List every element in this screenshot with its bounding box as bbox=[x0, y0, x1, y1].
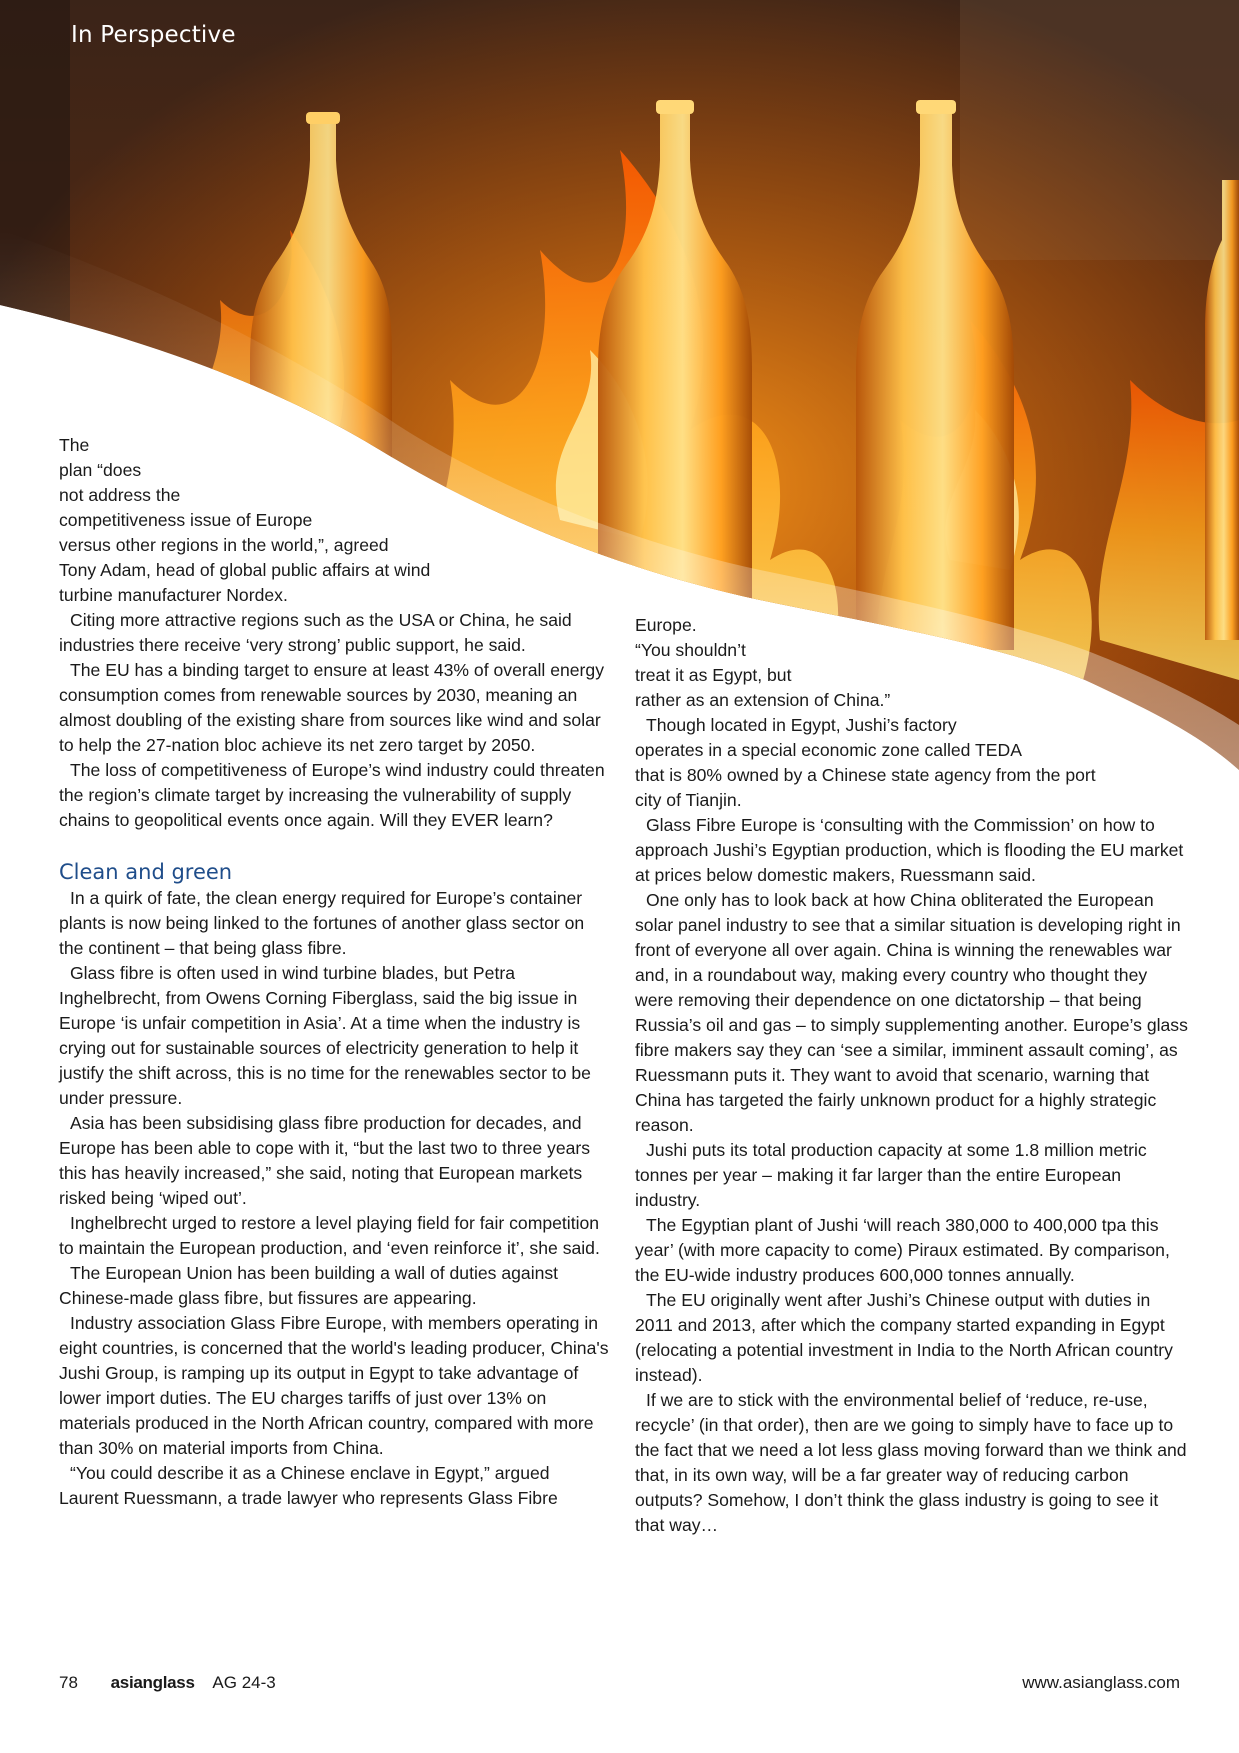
body-paragraph: Citing more attractive regions such as the USA or China, he said industries there receive ‘very strong’ public support, he said. bbox=[59, 610, 572, 655]
body-paragraph: Asia has been subsidising glass fibre production for decades, and Europe has been able to cope with it, “but the last two to three years this has heavily increased,” she said, noting that European markets risked being ‘wiped out’. bbox=[59, 1113, 591, 1208]
left-column bbox=[59, 433, 609, 1511]
body-paragraph: Industry association Glass Fibre Europe, with members operating in eight countries, is concerned that the world's leading producer, China's Jushi Group, is ramping up its output in Egypt to take advantage of lower import duties. The EU charges tariffs of just over 13% on materials produced in the North African country, compared with more than 30% on material imports from China. bbox=[59, 1313, 609, 1458]
subheading: Clean and green bbox=[59, 860, 233, 884]
body-paragraph: Inghelbrecht urged to restore a level playing field for fair competition to maintain the European production, and ‘even reinforce it’, she said. bbox=[59, 1213, 600, 1258]
magazine-brand: asianglass bbox=[110, 1673, 195, 1692]
text-line: The bbox=[59, 435, 90, 455]
text-line: Europe. bbox=[635, 615, 697, 635]
text-line: that is 80% owned by a Chinese state agency from the port bbox=[635, 765, 1096, 785]
body-paragraph: Jushi puts its total production capacity at some 1.8 million metric tonnes per year – making it far larger than the entire European industry. bbox=[635, 1140, 1147, 1210]
text-line: treat it as Egypt, but bbox=[635, 665, 792, 685]
text-line: “You shouldn’t bbox=[635, 640, 746, 660]
body-paragraph: The EU originally went after Jushi’s Chinese output with duties in 2011 and 2013, after which the company started expanding in Egypt (relocating a potential investment in India to the North African country instead). bbox=[635, 1290, 1173, 1385]
text-line: plan “does bbox=[59, 460, 142, 480]
footer-left bbox=[59, 1673, 276, 1693]
page-number: 78 bbox=[59, 1673, 78, 1692]
right-opening-lines bbox=[635, 613, 1190, 813]
text-line: turbine manufacturer Nordex. bbox=[59, 585, 288, 605]
page-footer bbox=[59, 1673, 1180, 1703]
body-paragraph: The Egyptian plant of Jushi ‘will reach 380,000 to 400,000 tpa this year’ (with more capacity to come) Piraux estimated. By comparison, the EU-wide industry produces 600,000 tonnes annually. bbox=[635, 1215, 1170, 1285]
body-paragraph: One only has to look back at how China obliterated the European solar panel industry to see that a similar situation is developing right in front of everyone all over again. China is winning the renewables war and, in a roundabout way, making every country who thought they were removing their dependence on one dictatorship – that being Russia’s oil and gas – to simply supplementing another. Europe’s glass fibre makers say they can ‘see a similar, imminent assault coming’, as Ruessmann puts it. They want to avoid that scenario, warning that China has targeted the fairly unknown product for a highly strategic reason. bbox=[635, 890, 1188, 1135]
text-line: versus other regions in the world,”, agreed bbox=[59, 535, 389, 555]
issue-number: AG 24-3 bbox=[212, 1673, 276, 1692]
text-line: operates in a special economic zone called TEDA bbox=[635, 740, 1022, 760]
body-paragraph: If we are to stick with the environmental belief of ‘reduce, re-use, recycle’ (in that order), then are we going to simply have to face up to the fact that we need a lot less glass moving forward than we think and that, in its own way, will be a far greater way of reducing carbon outputs? Somehow, I don’t think the glass industry is going to see it that way… bbox=[635, 1390, 1187, 1535]
text-line: city of Tianjin. bbox=[635, 790, 742, 810]
right-column bbox=[635, 613, 1190, 1538]
body-paragraph: The loss of competitiveness of Europe’s wind industry could threaten the region’s climate target by increasing the vulnerability of supply chains to geopolitical events once again. Will they EVER learn? bbox=[59, 760, 605, 830]
body-paragraph: The European Union has been building a wall of duties against Chinese-made glass fibre, but fissures are appearing. bbox=[59, 1263, 559, 1308]
text-line: Tony Adam, head of global public affairs at wind bbox=[59, 560, 431, 580]
body-paragraph: “You could describe it as a Chinese enclave in Egypt,” argued Laurent Ruessmann, a trade lawyer who represents Glass Fibre bbox=[59, 1463, 558, 1508]
left-opening-lines bbox=[59, 433, 609, 608]
text-line: rather as an extension of China.” bbox=[635, 690, 891, 710]
text-line: competitiveness issue of Europe bbox=[59, 510, 313, 530]
text-line: not address the bbox=[59, 485, 181, 505]
section-label: In Perspective bbox=[71, 22, 236, 48]
text-line: Though located in Egypt, Jushi’s factory bbox=[646, 715, 957, 735]
body-paragraph: In a quirk of fate, the clean energy required for Europe’s container plants is now being linked to the fortunes of another glass sector on the continent – that being glass fibre. bbox=[59, 888, 585, 958]
body-paragraph: Glass fibre is often used in wind turbine blades, but Petra Inghelbrecht, from Owens Corning Fiberglass, said the big issue in Europe ‘is unfair competition in Asia’. At a time when the industry is crying out for sustainable sources of electricity generation to help it justify the shift across, this is no time for the renewables sector to be under pressure. bbox=[59, 963, 591, 1108]
website-link[interactable]: www.asianglass.com bbox=[1022, 1673, 1180, 1692]
body-paragraph: Glass Fibre Europe is ‘consulting with the Commission’ on how to approach Jushi’s Egyptian production, which is flooding the EU market at prices below domestic makers, Ruessmann said. bbox=[635, 815, 1184, 885]
body-paragraph: The EU has a binding target to ensure at least 43% of overall energy consumption comes from renewable sources by 2030, meaning an almost doubling of the existing share from sources like wind and solar to help the 27-nation bloc achieve its net zero target by 2050. bbox=[59, 660, 604, 755]
